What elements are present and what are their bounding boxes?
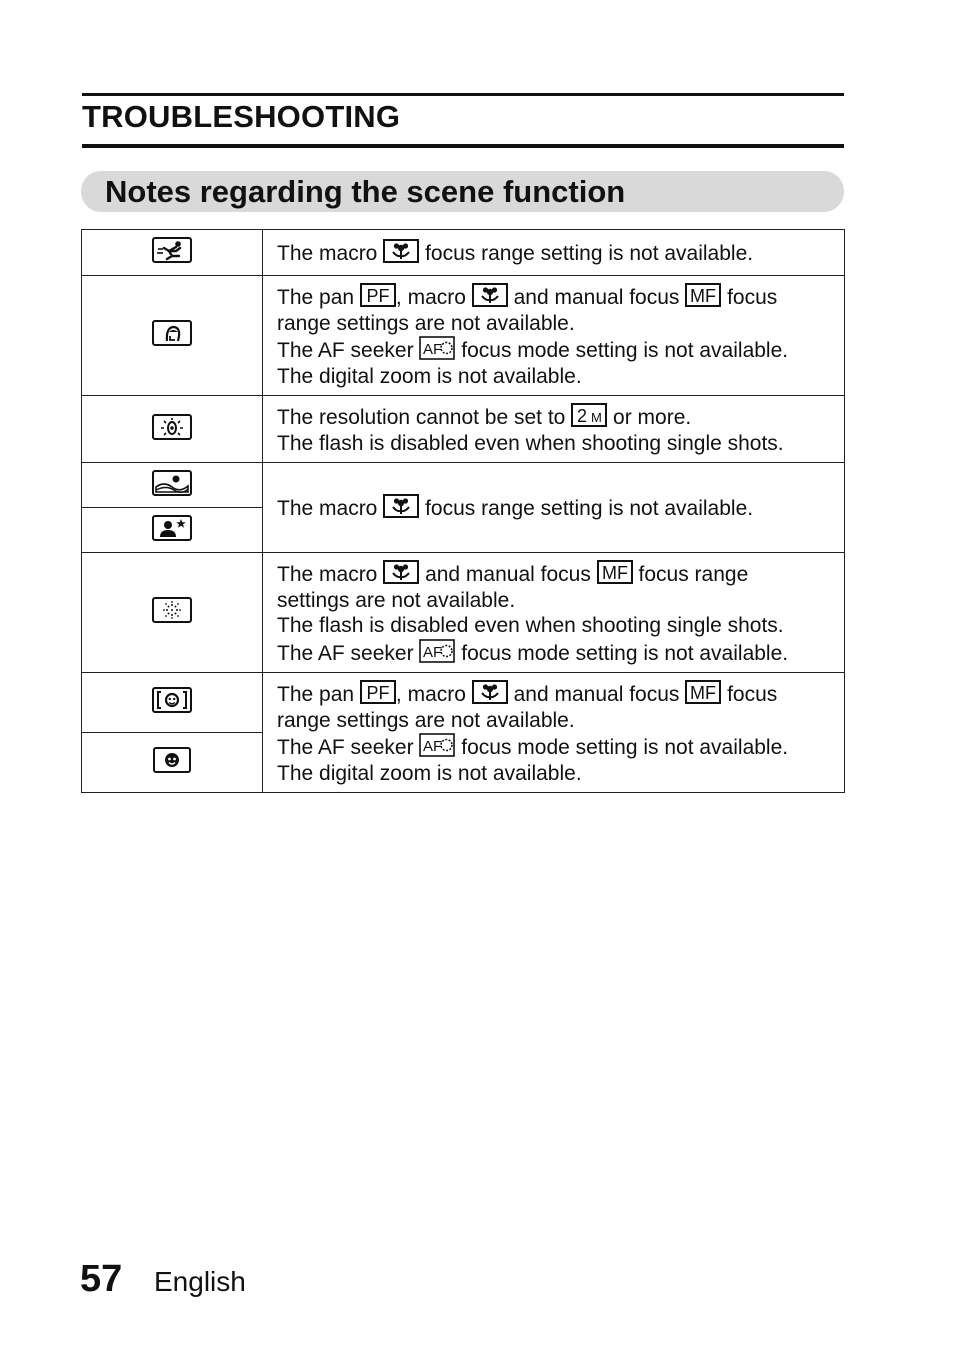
page-number: 57: [80, 1258, 123, 1300]
note-text-span: focus mode setting is not available.: [461, 339, 789, 362]
note-text-span: The macro: [277, 242, 378, 266]
note-text-span: and manual focus: [513, 683, 680, 706]
icon-cell: [82, 673, 263, 733]
resolution-2m-icon: [571, 403, 607, 427]
note-text-span: and manual focus: [425, 563, 591, 586]
af-seeker-icon: [419, 639, 455, 663]
note-text-span: focus mode setting is not available.: [461, 736, 789, 759]
table-row: [82, 463, 845, 508]
note-text-line: The flash is disabled even when shooting single shots.: [277, 431, 784, 455]
icon-cell: [82, 733, 263, 793]
note-text-span: focus range setting is not available.: [425, 242, 754, 266]
macro-icon: [472, 680, 508, 704]
note-text-span: , macro: [395, 286, 466, 309]
note-text-line: The digital zoom is not available.: [277, 761, 582, 785]
af-seeker-icon: [419, 733, 455, 757]
note-text-span: focus range: [638, 563, 749, 586]
table-row: [82, 230, 845, 276]
macro-icon: [383, 560, 419, 584]
macro-icon: [472, 283, 508, 307]
macro-icon: [383, 239, 419, 263]
note-text-span: The macro: [277, 497, 378, 521]
manual-focus-icon: [685, 680, 721, 704]
note-text-line: range settings are not available.: [277, 311, 575, 335]
fireworks-scene-icon: [152, 597, 192, 623]
note-text-line: settings are not available.: [277, 588, 516, 612]
table-row: [82, 396, 845, 463]
note-text-span: The AF seeker: [277, 641, 414, 665]
note-text: [263, 673, 845, 793]
header-bottom-rule: [82, 144, 844, 148]
note-text: [263, 396, 845, 463]
page-header-title: TROUBLESHOOTING: [82, 99, 401, 134]
note-text-span: or more.: [613, 406, 692, 429]
pan-focus-icon: [360, 283, 396, 307]
note-text-line: The flash is disabled even when shooting single shots.: [277, 614, 784, 637]
pan-focus-icon: [360, 680, 396, 704]
icon-cell: [82, 276, 263, 396]
icon-cell: [82, 508, 263, 553]
note-text-span: The AF seeker: [277, 339, 414, 362]
note-text-span: The AF seeker: [277, 736, 414, 759]
night-view-scene-icon: [152, 414, 192, 440]
note-text-line: The digital zoom is not available.: [277, 364, 582, 388]
note-text: [263, 230, 845, 276]
table-row: [82, 553, 845, 673]
footer-language: English: [154, 1266, 246, 1297]
note-text-span: The resolution cannot be set to: [277, 406, 566, 429]
night-portrait-scene-icon: [152, 515, 192, 541]
scene-notes-table: [81, 229, 845, 793]
note-text: [263, 463, 845, 553]
note-text: [263, 276, 845, 396]
note-text-span: The pan: [277, 683, 355, 706]
note-text: [263, 553, 845, 673]
note-text-span: , macro: [395, 683, 466, 706]
note-text-line: range settings are not available.: [277, 708, 575, 732]
af-seeker-icon: [419, 336, 455, 360]
manual-focus-icon: [597, 560, 633, 584]
note-text-span: focus range setting is not available.: [425, 497, 754, 521]
note-text-span: and manual focus: [513, 286, 680, 309]
note-text-span: The macro: [277, 563, 378, 586]
icon-cell: [82, 553, 263, 673]
header-top-rule: [82, 93, 844, 96]
landscape-scene-icon: [152, 470, 192, 496]
table-row: [82, 276, 845, 396]
sports-scene-icon: [152, 237, 192, 263]
icon-cell: [82, 396, 263, 463]
icon-cell: [82, 463, 263, 508]
face-chaser-scene-icon: [152, 687, 192, 713]
macro-icon: [383, 494, 419, 518]
note-text-span: focus: [727, 683, 778, 706]
note-text-span: focus mode setting is not available.: [461, 641, 789, 665]
note-text-span: The pan: [277, 286, 355, 309]
icon-cell: [82, 230, 263, 276]
note-text-span: focus: [727, 286, 778, 309]
manual-focus-icon: [685, 283, 721, 307]
section-title: Notes regarding the scene function: [105, 174, 626, 209]
face-scene-icon: [153, 747, 191, 773]
table-row: [82, 673, 845, 733]
portrait-scene-icon: [152, 320, 192, 346]
